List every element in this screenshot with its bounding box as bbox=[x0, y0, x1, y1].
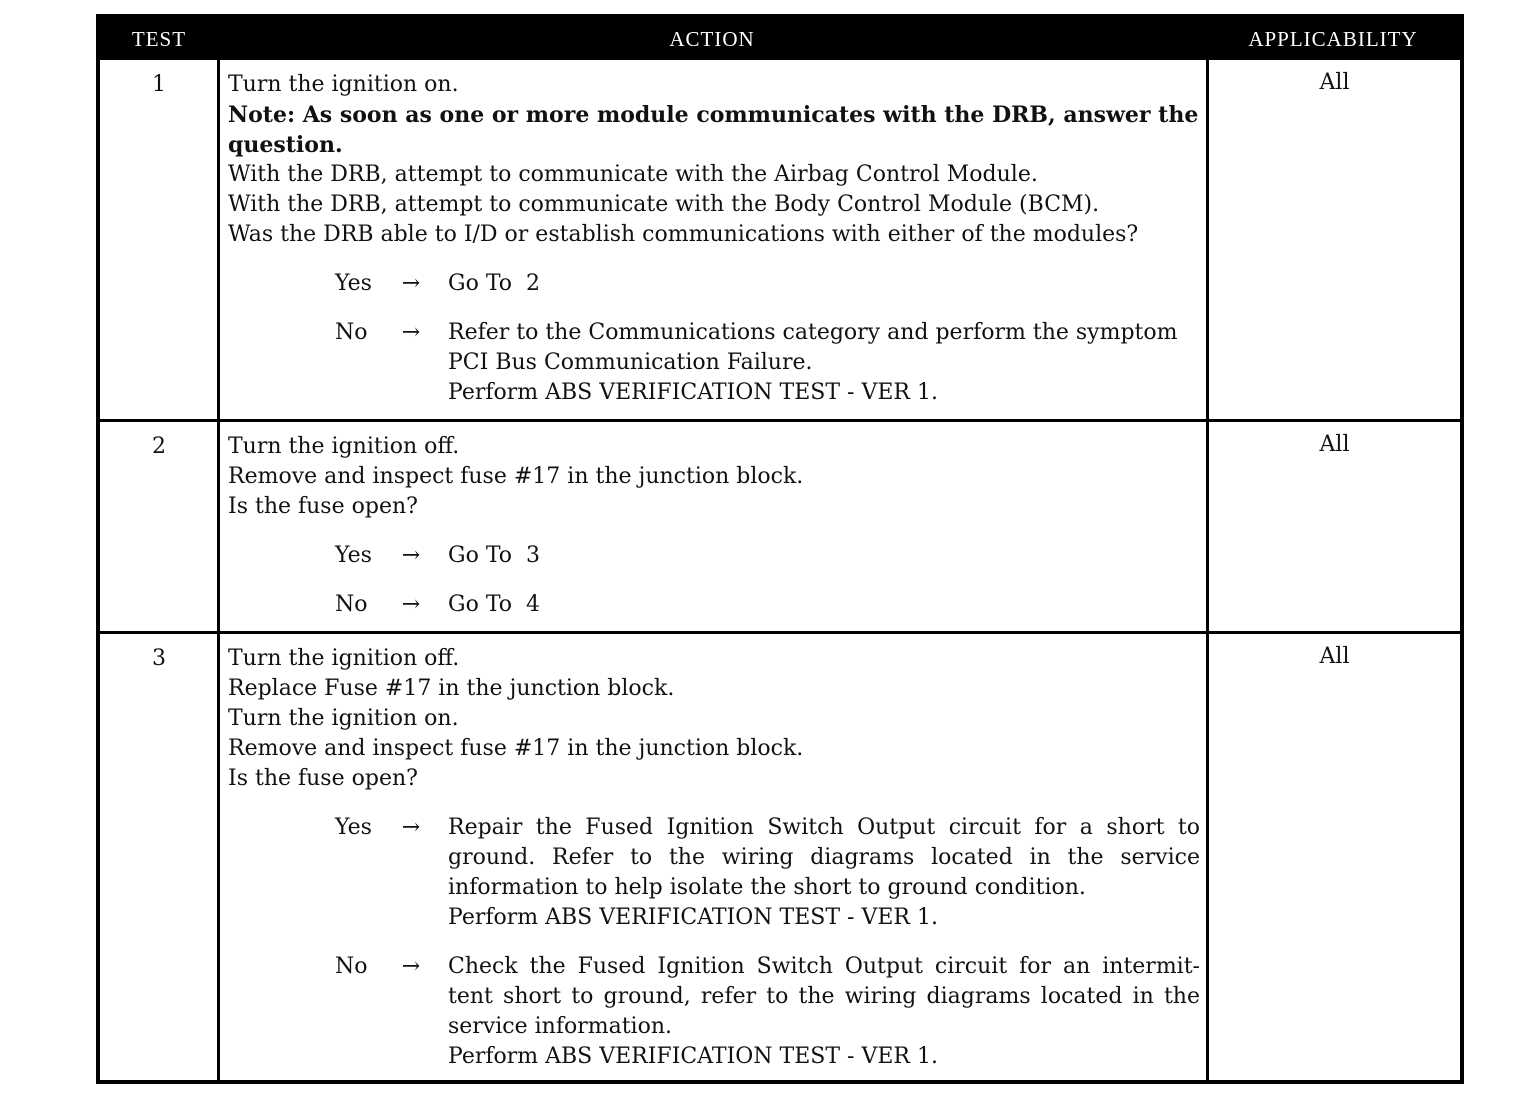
applicability-value: All bbox=[1319, 432, 1350, 457]
action-text: Remove and inspect fuse #17 in the junction block. bbox=[228, 464, 804, 489]
arrow-right-icon: → bbox=[401, 592, 421, 617]
action-cell bbox=[228, 70, 1200, 408]
action-cell bbox=[228, 432, 1200, 620]
action-text: With the DRB, attempt to communicate with the Body Control Module (BCM). bbox=[228, 192, 1100, 217]
action-text: Turn the ignition on. bbox=[228, 706, 459, 731]
table-row bbox=[100, 419, 1460, 631]
branch-result bbox=[448, 269, 1200, 299]
table-row bbox=[100, 60, 1460, 419]
goto-target: 2 bbox=[526, 271, 541, 296]
goto-target: 4 bbox=[526, 592, 541, 617]
branch-result bbox=[448, 541, 1200, 571]
branch-text: Perform ABS VERIFICATION TEST - VER 1. bbox=[448, 905, 938, 930]
goto-label: Go To bbox=[448, 271, 513, 296]
branch-text: Perform ABS VERIFICATION TEST - VER 1. bbox=[448, 380, 938, 405]
branch-result bbox=[448, 590, 1200, 620]
table-row bbox=[100, 631, 1460, 1080]
yes-branch bbox=[228, 269, 1200, 299]
header-test: TEST bbox=[131, 27, 187, 51]
yes-label: Yes bbox=[335, 815, 372, 840]
arrow-right-icon: → bbox=[401, 271, 421, 296]
action-text: Is the fuse open? bbox=[228, 766, 418, 791]
action-text: With the DRB, attempt to communicate with the Airbag Control Module. bbox=[228, 162, 1038, 187]
yes-label: Yes bbox=[335, 543, 372, 568]
column-divider bbox=[217, 60, 220, 1080]
goto-label: Go To bbox=[448, 592, 513, 617]
arrow-right-icon: → bbox=[401, 954, 421, 979]
diagnostic-table bbox=[96, 14, 1464, 1084]
header-action: ACTION bbox=[669, 27, 755, 51]
action-cell bbox=[228, 644, 1200, 1072]
test-number: 2 bbox=[152, 434, 166, 459]
table-header bbox=[100, 18, 1460, 60]
branch-text: PCI Bus Communication Failure. bbox=[448, 350, 813, 375]
test-number: 1 bbox=[152, 72, 166, 97]
action-text: Remove and inspect fuse #17 in the junction block. bbox=[228, 736, 804, 761]
branch-result bbox=[448, 318, 1200, 408]
action-text: Turn the ignition off. bbox=[228, 646, 460, 671]
yes-branch bbox=[228, 813, 1200, 933]
no-label: No bbox=[335, 954, 368, 979]
yes-label: Yes bbox=[335, 271, 372, 296]
applicability-value: All bbox=[1319, 644, 1350, 669]
branch-text: Refer to the Communications category and perform the symptom bbox=[448, 320, 1178, 345]
yes-branch bbox=[228, 541, 1200, 571]
branch-text: Repair the Fused Ignition Switch Output circuit for a short to ground. Refer to the wiring diagrams located in the service information to help isolate the short to ground condition. bbox=[448, 815, 1200, 900]
no-branch bbox=[228, 952, 1200, 1072]
branch-text: Check the Fused Ignition Switch Output circuit for an intermit-tent short to ground, refer to the wiring diagrams located in the service information. bbox=[448, 954, 1200, 1039]
no-label: No bbox=[335, 320, 368, 345]
action-text: Turn the ignition on. bbox=[228, 72, 459, 97]
goto-target: 3 bbox=[526, 543, 541, 568]
no-branch bbox=[228, 318, 1200, 408]
action-text: Is the fuse open? bbox=[228, 494, 418, 519]
action-text: Was the DRB able to I/D or establish communications with either of the modules? bbox=[228, 222, 1139, 247]
test-number: 3 bbox=[152, 646, 166, 671]
action-text: Replace Fuse #17 in the junction block. bbox=[228, 676, 675, 701]
branch-result bbox=[448, 952, 1200, 1072]
branch-result bbox=[448, 813, 1200, 933]
action-text: Turn the ignition off. bbox=[228, 434, 460, 459]
arrow-right-icon: → bbox=[401, 815, 421, 840]
column-divider bbox=[1206, 60, 1209, 1080]
action-note: Note: As soon as one or more module communicates with the DRB, answer the question. bbox=[228, 102, 1199, 158]
goto-label: Go To bbox=[448, 543, 513, 568]
no-label: No bbox=[335, 592, 368, 617]
branch-text: Perform ABS VERIFICATION TEST - VER 1. bbox=[448, 1044, 938, 1069]
header-applicability: APPLICABILITY bbox=[1248, 27, 1418, 51]
arrow-right-icon: → bbox=[401, 320, 421, 345]
arrow-right-icon: → bbox=[401, 543, 421, 568]
applicability-value: All bbox=[1319, 70, 1350, 95]
no-branch bbox=[228, 590, 1200, 620]
